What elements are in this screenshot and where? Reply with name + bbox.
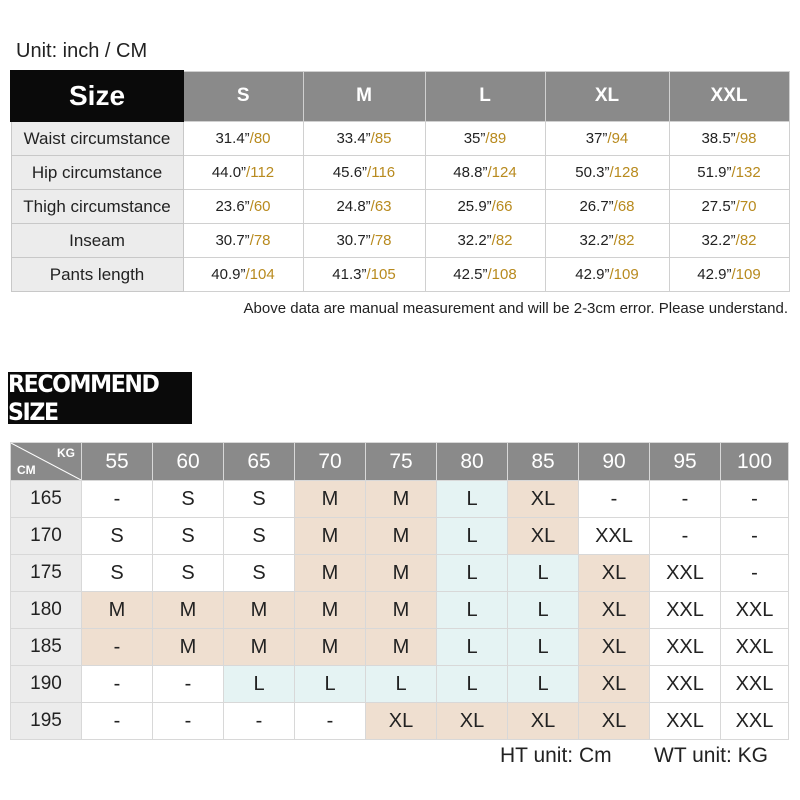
measurement-value — [669, 156, 789, 190]
recommended-size-cell: XL — [508, 703, 579, 740]
inch-value: 30.7” — [336, 232, 371, 249]
height-row — [11, 666, 789, 703]
weight-header: 65 — [224, 443, 295, 481]
recommended-size-cell: L — [508, 666, 579, 703]
inch-value: 26.7” — [579, 198, 614, 215]
weight-header: 55 — [82, 443, 153, 481]
cm-value: /70 — [735, 198, 757, 215]
inch-value: 42.9” — [575, 266, 610, 283]
height-label: 195 — [11, 703, 82, 740]
height-row — [11, 555, 789, 592]
weight-header: 100 — [721, 443, 789, 481]
inch-value: 37” — [585, 129, 608, 147]
height-row — [11, 629, 789, 666]
measurement-row — [11, 121, 789, 156]
inch-value: 25.9” — [457, 198, 492, 215]
recommended-size-cell: L — [437, 666, 508, 703]
weight-header-row — [11, 443, 789, 481]
recommended-size-cell: XXL — [579, 518, 650, 555]
inch-value: 42.9” — [697, 266, 732, 283]
height-unit-label: HT unit: Cm — [500, 744, 612, 767]
measurement-value — [183, 224, 303, 258]
recommended-size-cell: L — [437, 518, 508, 555]
measurement-value — [545, 224, 669, 258]
recommended-size-cell: L — [295, 666, 366, 703]
recommended-size-cell: XL — [366, 703, 437, 740]
measurement-value — [425, 258, 545, 292]
measurement-label: Pants length — [11, 258, 183, 292]
recommended-size-cell: XL — [579, 555, 650, 592]
recommended-size-cell: XL — [508, 518, 579, 555]
inch-value: 51.9” — [697, 164, 732, 181]
measurement-value — [183, 121, 303, 156]
measurement-note: Above data are manual measurement and will be 2-3cm error. Please understand. — [243, 300, 788, 317]
cm-value: /63 — [370, 198, 392, 215]
measurement-value — [545, 156, 669, 190]
recommended-size-cell: XL — [579, 592, 650, 629]
weight-unit-label: WT unit: KG — [654, 744, 768, 767]
height-row — [11, 518, 789, 555]
recommended-size-cell: L — [437, 592, 508, 629]
measurement-value — [425, 156, 545, 190]
recommended-size-cell: XXL — [650, 629, 721, 666]
height-label: 185 — [11, 629, 82, 666]
recommended-size-cell: M — [295, 518, 366, 555]
cm-value: /124 — [487, 164, 517, 181]
recommend-size-table — [10, 442, 789, 740]
size-header-row — [11, 71, 789, 121]
recommended-size-cell: M — [366, 481, 437, 518]
inch-value: 45.6” — [332, 164, 368, 181]
recommended-size-cell: M — [224, 592, 295, 629]
recommended-size-cell: - — [224, 703, 295, 740]
recommended-size-cell: - — [82, 481, 153, 518]
measurement-label: Thigh circumstance — [11, 190, 183, 224]
recommended-size-cell: M — [153, 592, 224, 629]
measurement-value — [425, 190, 545, 224]
recommended-size-cell: - — [295, 703, 366, 740]
weight-header: 90 — [579, 443, 650, 481]
recommended-size-cell: M — [295, 481, 366, 518]
cm-value: /80 — [249, 129, 271, 147]
height-label: 175 — [11, 555, 82, 592]
size-column-l: L — [425, 71, 545, 121]
inch-value: 30.7” — [215, 232, 250, 249]
recommended-size-cell: S — [153, 555, 224, 592]
recommended-size-cell: S — [153, 481, 224, 518]
measurement-value — [303, 190, 425, 224]
inch-value: 27.5” — [701, 198, 736, 215]
inch-value: 42.5” — [453, 266, 488, 283]
cm-value: /98 — [735, 129, 757, 147]
cm-value: /109 — [731, 266, 761, 283]
measurement-value — [669, 258, 789, 292]
unit-label: Unit: inch / CM — [16, 40, 148, 62]
measurement-row — [11, 190, 789, 224]
inch-value: 44.0” — [211, 164, 247, 181]
recommended-size-cell: - — [153, 666, 224, 703]
inch-value: 32.2” — [457, 232, 492, 249]
recommended-size-cell: M — [153, 629, 224, 666]
size-column-xl: XL — [545, 71, 669, 121]
weight-header: 70 — [295, 443, 366, 481]
measurement-value — [669, 121, 789, 156]
recommended-size-cell: - — [721, 555, 789, 592]
inch-value: 40.9” — [211, 266, 246, 283]
cm-value: /78 — [370, 232, 392, 249]
recommended-size-cell: S — [224, 518, 295, 555]
cm-value: /68 — [613, 198, 635, 215]
recommended-size-cell: XXL — [721, 703, 789, 740]
recommended-size-cell: M — [295, 592, 366, 629]
size-chart-table — [10, 70, 790, 292]
measurement-value — [669, 224, 789, 258]
cm-value: /112 — [246, 164, 275, 181]
cm-value: /89 — [485, 129, 507, 147]
cm-value: /132 — [731, 164, 761, 181]
measurement-value — [183, 190, 303, 224]
recommended-size-cell: - — [82, 666, 153, 703]
inch-value: 50.3” — [575, 164, 610, 181]
measurement-value — [303, 156, 425, 190]
cm-value: /105 — [366, 266, 396, 283]
recommended-size-cell: S — [224, 481, 295, 518]
inch-value: 23.6” — [215, 198, 250, 215]
measurement-value — [183, 258, 303, 292]
recommended-size-cell: L — [508, 592, 579, 629]
recommended-size-cell: - — [650, 481, 721, 518]
measurement-value — [303, 224, 425, 258]
measurement-value — [303, 121, 425, 156]
recommended-size-cell: S — [224, 555, 295, 592]
inch-value: 41.3” — [332, 266, 367, 283]
inch-value: 38.5” — [701, 129, 736, 147]
weight-header: 60 — [153, 443, 224, 481]
recommended-size-cell: L — [437, 555, 508, 592]
size-column-xxl: XXL — [669, 71, 789, 121]
weight-header: 75 — [366, 443, 437, 481]
recommend-size-banner: RECOMMEND SIZE — [8, 372, 192, 424]
recommended-size-cell: - — [82, 629, 153, 666]
measurement-value — [545, 121, 669, 156]
cm-value: /66 — [491, 198, 513, 215]
recommended-size-cell: M — [366, 518, 437, 555]
measurement-row — [11, 224, 789, 258]
cm-value: /78 — [249, 232, 271, 249]
cm-value: /104 — [245, 266, 275, 283]
corner-cell — [11, 443, 82, 481]
cm-value: /116 — [367, 164, 396, 181]
recommended-size-cell: XL — [579, 666, 650, 703]
recommended-size-cell: XXL — [650, 555, 721, 592]
recommended-size-cell: M — [295, 555, 366, 592]
corner-cm-label: CM — [17, 463, 36, 477]
inch-value: 24.8” — [336, 198, 371, 215]
recommended-size-cell: L — [366, 666, 437, 703]
cm-value: /109 — [609, 266, 639, 283]
recommended-size-cell: M — [82, 592, 153, 629]
recommended-size-cell: M — [295, 629, 366, 666]
recommended-size-cell: XL — [579, 703, 650, 740]
height-label: 165 — [11, 481, 82, 518]
height-row — [11, 481, 789, 518]
cm-value: /82 — [735, 232, 757, 249]
recommended-size-cell: S — [82, 555, 153, 592]
recommended-size-cell: L — [508, 629, 579, 666]
weight-header: 80 — [437, 443, 508, 481]
cm-value: /108 — [487, 266, 517, 283]
measurement-value — [183, 156, 303, 190]
height-row — [11, 703, 789, 740]
recommended-size-cell: - — [721, 518, 789, 555]
recommended-size-cell: - — [579, 481, 650, 518]
recommended-size-cell: M — [366, 592, 437, 629]
recommended-size-cell: - — [82, 703, 153, 740]
inch-value: 32.2” — [701, 232, 736, 249]
height-label: 170 — [11, 518, 82, 555]
recommended-size-cell: M — [366, 629, 437, 666]
recommended-size-cell: XL — [437, 703, 508, 740]
measurement-row — [11, 258, 789, 292]
recommended-size-cell: XL — [579, 629, 650, 666]
recommended-size-cell: L — [224, 666, 295, 703]
recommended-size-cell: L — [437, 629, 508, 666]
cm-value: /94 — [607, 129, 629, 147]
inch-value: 48.8” — [453, 164, 488, 181]
recommended-size-cell: XXL — [721, 629, 789, 666]
measurement-value — [425, 224, 545, 258]
corner-kg-label: KG — [57, 446, 75, 460]
measurement-value — [669, 190, 789, 224]
cm-value: /85 — [370, 129, 392, 147]
weight-header: 85 — [508, 443, 579, 481]
cm-value: /82 — [613, 232, 635, 249]
measurement-row — [11, 156, 789, 190]
size-header-cell: Size — [11, 71, 183, 121]
recommended-size-cell: XXL — [650, 666, 721, 703]
recommended-size-cell: XL — [508, 481, 579, 518]
recommended-size-cell: L — [437, 481, 508, 518]
weight-header: 95 — [650, 443, 721, 481]
cm-value: /60 — [249, 198, 271, 215]
recommended-size-cell: M — [224, 629, 295, 666]
recommended-size-cell: - — [153, 703, 224, 740]
recommended-size-cell: S — [82, 518, 153, 555]
inch-value: 35” — [463, 129, 486, 147]
cm-value: /82 — [491, 232, 513, 249]
size-column-s: S — [183, 71, 303, 121]
recommended-size-cell: XXL — [650, 703, 721, 740]
recommended-size-cell: S — [153, 518, 224, 555]
measurement-value — [303, 258, 425, 292]
inch-value: 33.4” — [336, 129, 371, 147]
inch-value: 32.2” — [579, 232, 614, 249]
recommended-size-cell: M — [366, 555, 437, 592]
measurement-label: Hip circumstance — [11, 156, 183, 190]
recommended-size-cell: L — [508, 555, 579, 592]
recommended-size-cell: XXL — [721, 666, 789, 703]
recommended-size-cell: - — [650, 518, 721, 555]
height-label: 190 — [11, 666, 82, 703]
height-row — [11, 592, 789, 629]
recommended-size-cell: XXL — [721, 592, 789, 629]
measurement-label: Inseam — [11, 224, 183, 258]
measurement-label: Waist circumstance — [11, 121, 183, 156]
height-label: 180 — [11, 592, 82, 629]
recommended-size-cell: XXL — [650, 592, 721, 629]
measurement-value — [545, 258, 669, 292]
size-column-m: M — [303, 71, 425, 121]
recommended-size-cell: - — [721, 481, 789, 518]
measurement-value — [425, 121, 545, 156]
inch-value: 31.4” — [215, 129, 250, 147]
cm-value: /128 — [609, 164, 639, 181]
measurement-value — [545, 190, 669, 224]
